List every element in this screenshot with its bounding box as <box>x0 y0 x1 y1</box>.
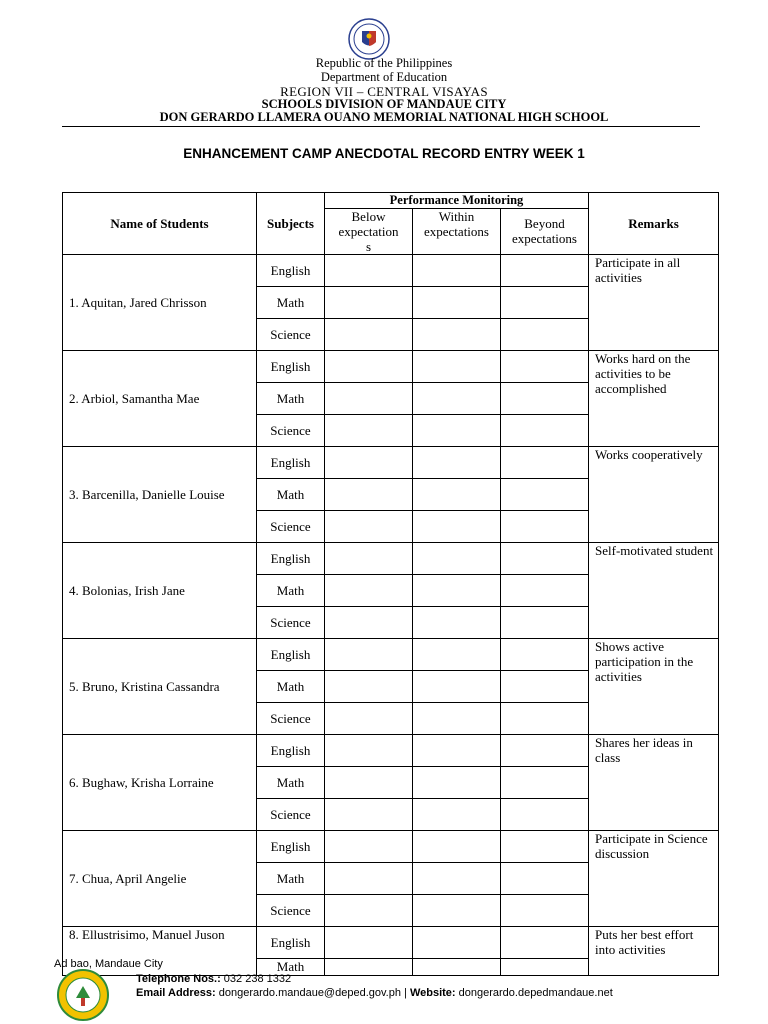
performance-below-cell[interactable] <box>325 447 413 479</box>
footer-telephone <box>136 973 291 985</box>
performance-beyond-cell[interactable] <box>501 799 589 831</box>
subject-cell: Math <box>257 479 325 511</box>
deped-seal-icon <box>348 18 390 60</box>
col-header-beyond-line2: expectations <box>512 231 577 246</box>
subject-cell: Science <box>257 607 325 639</box>
header-school: DON GERARDO LLAMERA OUANO MEMORIAL NATIONAL HIGH SCHOOL <box>159 110 609 124</box>
student-name-cell: 7. Chua, April Angelie <box>63 831 257 927</box>
performance-within-cell[interactable] <box>413 575 501 607</box>
subject-cell: English <box>257 735 325 767</box>
table-row <box>63 543 719 575</box>
performance-beyond-cell[interactable] <box>501 383 589 415</box>
subject-cell: Math <box>257 575 325 607</box>
performance-within-cell[interactable] <box>413 447 501 479</box>
student-name-cell: 8. Ellustrisimo, Manuel Juson <box>63 927 257 976</box>
footer-website-label: Website: <box>409 987 456 999</box>
student-name-cell: 1. Aquitan, Jared Chrisson <box>63 255 257 351</box>
performance-below-cell[interactable] <box>325 319 413 351</box>
col-header-below <box>325 209 413 255</box>
remarks-cell: Works cooperatively <box>589 447 719 543</box>
header-department: Department of Education <box>320 70 448 84</box>
performance-beyond-cell[interactable] <box>501 511 589 543</box>
col-header-performance: Performance Monitoring <box>325 193 589 209</box>
remarks-cell: Shows active participation in the activities <box>589 639 719 735</box>
performance-within-cell[interactable] <box>413 319 501 351</box>
performance-beyond-cell[interactable] <box>501 767 589 799</box>
performance-below-cell[interactable] <box>325 607 413 639</box>
table-row <box>63 831 719 863</box>
col-header-within-line1: Within <box>438 209 475 224</box>
header-division: SCHOOLS DIVISION OF MANDAUE CITY <box>261 97 507 111</box>
performance-within-cell[interactable] <box>413 703 501 735</box>
performance-within-cell[interactable] <box>413 927 501 959</box>
performance-beyond-cell[interactable] <box>501 447 589 479</box>
performance-within-cell[interactable] <box>413 799 501 831</box>
subject-cell: Math <box>257 863 325 895</box>
table-row <box>63 447 719 479</box>
footer-email-value: dongerardo.mandaue@deped.gov.ph | <box>215 987 410 999</box>
table-row <box>63 255 719 287</box>
col-header-remarks: Remarks <box>589 193 719 255</box>
footer-contact <box>136 987 613 999</box>
subject-cell: Math <box>257 383 325 415</box>
performance-below-cell[interactable] <box>325 511 413 543</box>
subject-cell: English <box>257 831 325 863</box>
subject-cell: Math <box>257 671 325 703</box>
performance-within-cell[interactable] <box>413 511 501 543</box>
table-header-row <box>63 193 719 209</box>
performance-beyond-cell[interactable] <box>501 927 589 959</box>
performance-beyond-cell[interactable] <box>501 671 589 703</box>
performance-below-cell[interactable] <box>325 479 413 511</box>
subject-cell: Math <box>257 959 325 976</box>
subject-cell: Science <box>257 895 325 927</box>
table-row <box>63 351 719 383</box>
subject-cell: English <box>257 927 325 959</box>
header-region: REGION VII – CENTRAL VISAYAS <box>280 84 488 99</box>
performance-beyond-cell[interactable] <box>501 255 589 287</box>
student-name-cell: 5. Bruno, Kristina Cassandra <box>63 639 257 735</box>
performance-beyond-cell[interactable] <box>501 287 589 319</box>
performance-below-cell[interactable] <box>325 863 413 895</box>
student-name-cell: 3. Barcenilla, Danielle Louise <box>63 447 257 543</box>
subject-cell: Science <box>257 415 325 447</box>
col-header-beyond <box>501 209 589 255</box>
performance-below-cell[interactable] <box>325 831 413 863</box>
performance-beyond-cell[interactable] <box>501 703 589 735</box>
performance-within-cell[interactable] <box>413 895 501 927</box>
performance-below-cell[interactable] <box>325 799 413 831</box>
performance-beyond-cell[interactable] <box>501 831 589 863</box>
performance-beyond-cell[interactable] <box>501 895 589 927</box>
performance-below-cell[interactable] <box>325 959 413 976</box>
subject-cell: Science <box>257 703 325 735</box>
footer-website-value: dongerardo.depedmandaue.net <box>455 987 613 999</box>
anecdotal-record-table <box>62 192 719 976</box>
performance-below-cell[interactable] <box>325 927 413 959</box>
performance-within-cell[interactable] <box>413 479 501 511</box>
performance-within-cell[interactable] <box>413 255 501 287</box>
performance-below-cell[interactable] <box>325 383 413 415</box>
performance-below-cell[interactable] <box>325 287 413 319</box>
remarks-cell: Puts her best effort into activities <box>589 927 719 976</box>
performance-beyond-cell[interactable] <box>501 863 589 895</box>
performance-below-cell[interactable] <box>325 575 413 607</box>
performance-within-cell[interactable] <box>413 607 501 639</box>
performance-below-cell[interactable] <box>325 415 413 447</box>
performance-within-cell[interactable] <box>413 671 501 703</box>
subject-cell: English <box>257 255 325 287</box>
table-row <box>63 927 719 959</box>
student-name-cell: 2. Arbiol, Samantha Mae <box>63 351 257 447</box>
col-header-subjects: Subjects <box>257 193 325 255</box>
remarks-cell: Shares her ideas in class <box>589 735 719 831</box>
subject-cell: Science <box>257 319 325 351</box>
subject-cell: Science <box>257 799 325 831</box>
subject-cell: Science <box>257 511 325 543</box>
performance-within-cell[interactable] <box>413 383 501 415</box>
table-row <box>63 735 719 767</box>
performance-below-cell[interactable] <box>325 671 413 703</box>
remarks-cell: Participate in Science discussion <box>589 831 719 927</box>
school-logo-icon <box>56 968 110 1022</box>
performance-within-cell[interactable] <box>413 831 501 863</box>
col-header-beyond-line1: Beyond <box>524 216 565 231</box>
subject-cell: English <box>257 447 325 479</box>
performance-beyond-cell[interactable] <box>501 735 589 767</box>
performance-within-cell[interactable] <box>413 735 501 767</box>
performance-below-cell[interactable] <box>325 767 413 799</box>
remarks-cell: Works hard on the activities to be accomplished <box>589 351 719 447</box>
table-row <box>63 639 719 671</box>
performance-beyond-cell[interactable] <box>501 543 589 575</box>
performance-beyond-cell[interactable] <box>501 607 589 639</box>
subject-cell: Math <box>257 767 325 799</box>
performance-below-cell[interactable] <box>325 735 413 767</box>
col-header-below-line1: Below <box>351 209 386 224</box>
performance-beyond-cell[interactable] <box>501 415 589 447</box>
footer-email-label: Email Address: <box>136 987 216 999</box>
table-body <box>63 255 719 976</box>
footer-telephone-value: 032 238 1332 <box>220 973 292 985</box>
performance-below-cell[interactable] <box>325 639 413 671</box>
performance-beyond-cell[interactable] <box>501 575 589 607</box>
student-name-cell: 4. Bolonias, Irish Jane <box>63 543 257 639</box>
footer-telephone-label: Telephone Nos.: <box>136 973 221 985</box>
performance-beyond-cell[interactable] <box>501 319 589 351</box>
performance-beyond-cell[interactable] <box>501 351 589 383</box>
page-title: ENHANCEMENT CAMP ANECDOTAL RECORD ENTRY WEEK 1 <box>183 146 585 161</box>
performance-within-cell[interactable] <box>413 639 501 671</box>
col-header-within <box>413 209 501 255</box>
col-header-within-line2: expectations <box>424 224 489 239</box>
performance-within-cell[interactable] <box>413 287 501 319</box>
performance-below-cell[interactable] <box>325 703 413 735</box>
student-name-cell: 6. Bughaw, Krisha Lorraine <box>63 735 257 831</box>
performance-beyond-cell[interactable] <box>501 959 589 976</box>
subject-cell: English <box>257 639 325 671</box>
performance-below-cell[interactable] <box>325 895 413 927</box>
performance-below-cell[interactable] <box>325 351 413 383</box>
performance-within-cell[interactable] <box>413 351 501 383</box>
subject-cell: Math <box>257 287 325 319</box>
performance-within-cell[interactable] <box>413 767 501 799</box>
col-header-below-line2: expectation <box>338 224 399 239</box>
performance-beyond-cell[interactable] <box>501 479 589 511</box>
performance-beyond-cell[interactable] <box>501 639 589 671</box>
performance-within-cell[interactable] <box>413 543 501 575</box>
col-header-name: Name of Students <box>63 193 257 255</box>
header-divider <box>62 126 700 127</box>
subject-cell: English <box>257 351 325 383</box>
performance-below-cell[interactable] <box>325 255 413 287</box>
performance-within-cell[interactable] <box>413 959 501 976</box>
performance-within-cell[interactable] <box>413 415 501 447</box>
remarks-cell: Participate in all activities <box>589 255 719 351</box>
performance-below-cell[interactable] <box>325 543 413 575</box>
subject-cell: English <box>257 543 325 575</box>
performance-within-cell[interactable] <box>413 863 501 895</box>
header-republic: Republic of the Philippines <box>315 56 453 70</box>
col-header-below-line3: s <box>365 239 372 254</box>
footer-address: Ad bao, Mandaue City <box>54 958 163 970</box>
remarks-cell: Self-motivated student <box>589 543 719 639</box>
